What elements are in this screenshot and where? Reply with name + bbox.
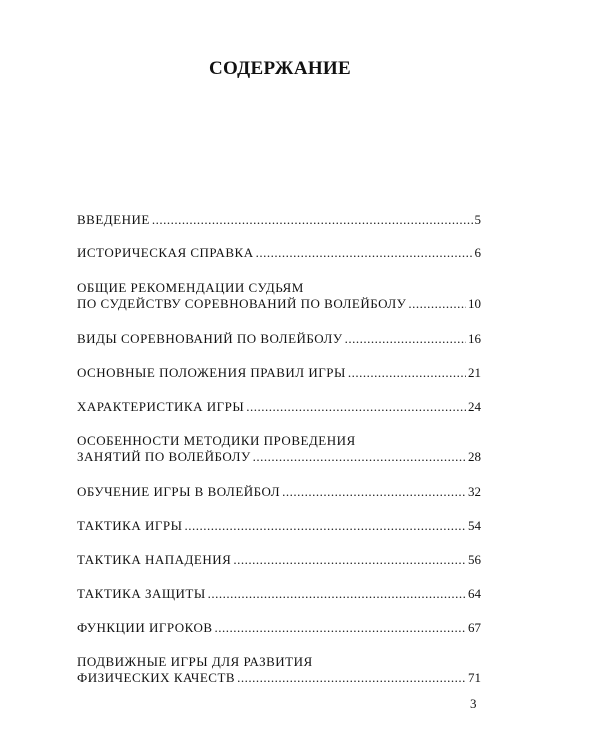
toc-leader-dots [237, 670, 466, 686]
toc-entry-title: ЗАНЯТИЙ ПО ВОЛЕЙБОЛУ [77, 449, 251, 464]
toc-entry [77, 552, 481, 568]
toc-entry-line [77, 433, 481, 449]
toc-entry-title: ТАКТИКА НАПАДЕНИЯ [77, 552, 232, 567]
toc-entry-title: ТАКТИКА ИГРЫ [77, 518, 183, 533]
toc-title: СОДЕРЖАНИЕ [209, 58, 351, 79]
toc-page-number: 32 [468, 484, 481, 499]
toc-leader-dots [345, 331, 466, 347]
toc-entry-line [77, 484, 481, 500]
toc-entry [77, 365, 481, 381]
toc-entry [77, 433, 481, 465]
toc-leader-dots [408, 296, 466, 312]
toc-entry [77, 586, 481, 602]
toc-entry-line [77, 331, 481, 347]
toc-page-number: 5 [474, 212, 481, 227]
toc-entry-title: ТАКТИКА ЗАЩИТЫ [77, 586, 206, 601]
toc-page-number: 64 [468, 586, 481, 601]
toc-leader-dots [348, 365, 466, 381]
toc-entry [77, 331, 481, 347]
toc-page-number: 6 [474, 245, 481, 260]
toc-entry-line [77, 586, 481, 602]
toc-entry-line [77, 449, 481, 465]
toc-entry-title: ФУНКЦИИ ИГРОКОВ [77, 620, 213, 635]
toc-entry-title: ИСТОРИЧЕСКАЯ СПРАВКА [77, 245, 254, 260]
toc-entry-line [77, 280, 481, 296]
toc-entry-title: ФИЗИЧЕСКИХ КАЧЕСТВ [77, 670, 236, 685]
toc-leader-dots [256, 245, 473, 261]
toc-entry-line [77, 296, 481, 312]
toc-entry-title: ПОДВИЖНЫЕ ИГРЫ ДЛЯ РАЗВИТИЯ [77, 654, 313, 669]
toc-entry [77, 620, 481, 636]
toc-entry-line [77, 399, 481, 415]
toc-entry-title: ОБЩИЕ РЕКОМЕНДАЦИИ СУДЬЯМ [77, 280, 304, 295]
toc-entry-line [77, 245, 481, 261]
toc-entry [77, 212, 481, 228]
toc-entry-title: ВИДЫ СОРЕВНОВАНИЙ ПО ВОЛЕЙБОЛУ [77, 331, 343, 346]
toc-entry-line [77, 365, 481, 381]
toc-page-number: 54 [468, 518, 481, 533]
toc-entry-title: ОСОБЕННОСТИ МЕТОДИКИ ПРОВЕДЕНИЯ [77, 433, 356, 448]
toc-entry-title: ОСНОВНЫЕ ПОЛОЖЕНИЯ ПРАВИЛ ИГРЫ [77, 365, 346, 380]
toc-entry [77, 280, 481, 312]
toc-entry-title: ХАРАКТЕРИСТИКА ИГРЫ [77, 399, 245, 414]
toc-page-number: 24 [468, 399, 481, 414]
toc-page-number: 67 [468, 620, 481, 635]
toc-entry-line [77, 212, 481, 228]
toc-leader-dots [253, 449, 466, 465]
toc-entry-line [77, 670, 481, 686]
toc-entry-title: ОБУЧЕНИЕ ИГРЫ В ВОЛЕЙБОЛ [77, 484, 281, 499]
toc-entry [77, 399, 481, 415]
toc-entry [77, 245, 481, 261]
toc-leader-dots [208, 586, 466, 602]
toc-page-number: 21 [468, 365, 481, 380]
toc-page-number: 16 [468, 331, 481, 346]
toc-page-number: 10 [468, 296, 481, 311]
toc-entry [77, 484, 481, 500]
page-number: 3 [470, 696, 477, 711]
toc-leader-dots [184, 518, 466, 534]
toc-page-number: 71 [468, 670, 481, 685]
toc-entry-title: ПО СУДЕЙСТВУ СОРЕВНОВАНИЙ ПО ВОЛЕЙБОЛУ [77, 296, 407, 311]
toc-entry [77, 654, 481, 686]
toc-entry [77, 518, 481, 534]
toc-entry-line [77, 552, 481, 568]
toc-entry-title: ВВЕДЕНИЕ [77, 212, 150, 227]
toc-leader-dots [246, 399, 466, 415]
toc-page-number: 56 [468, 552, 481, 567]
toc-leader-dots [282, 484, 466, 500]
toc-leader-dots [152, 212, 473, 228]
toc-entry-line [77, 620, 481, 636]
toc-leader-dots [215, 620, 466, 636]
toc-entry-line [77, 518, 481, 534]
toc-leader-dots [233, 552, 466, 568]
toc-entry-line [77, 654, 481, 670]
toc-page-number: 28 [468, 449, 481, 464]
